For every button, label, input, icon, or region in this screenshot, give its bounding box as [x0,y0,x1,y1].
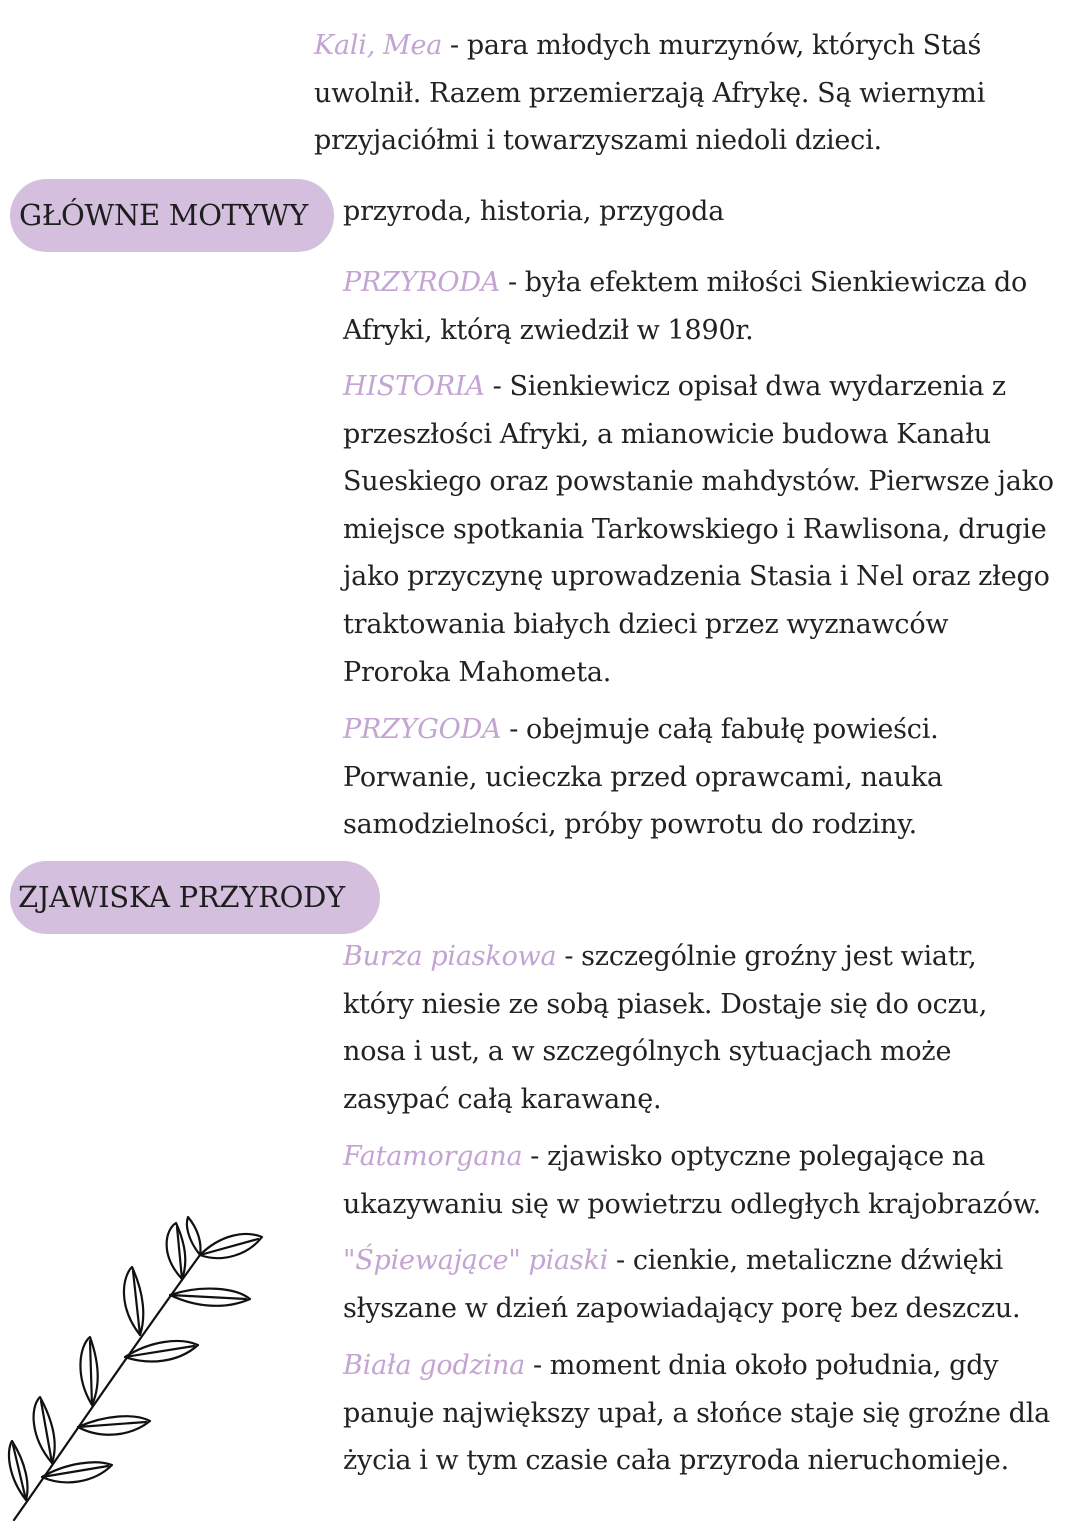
leaf-branch-icon [0,1215,270,1528]
section-label-motifs-text: GŁÓWNE MOTYWY [19,198,308,232]
term-fatamorgana: Fatamorgana [343,1141,523,1172]
motifs-summary-text: przyroda, historia, przygoda [343,196,725,227]
term-historia: HISTORIA [343,371,485,402]
paragraph-kali-mea [314,22,1014,165]
motifs-summary [343,188,1043,236]
text-historia: - Sienkiewicz opisał dwa wydarzenia z przeszłości Afryki, a mianowicie budowa Kanału Sueskiego oraz powstanie mahdystów. Pierwsze jako miejsce spotkania Tarkowskiego i Rawlisona, drugie jako przyczynę uprowadzenia Stasia i Nel oraz złego traktowania białych dzieci przez wyznawców Proroka Mahometa. [343,371,1054,688]
paragraph-przyroda [343,259,1068,354]
paragraph-biala-godzina [343,1342,1080,1485]
text-fatamorgana: - zjawisko optyczne polegające na ukazywaniu się w powietrzu odległych krajobrazów. [343,1141,1041,1220]
paragraph-fatamorgana [343,1133,1068,1228]
paragraph-historia [343,363,1061,696]
section-label-motifs [10,179,334,252]
term-przygoda: PRZYGODA [343,714,502,745]
term-kali-mea: Kali, Mea [314,30,443,61]
paragraph-przygoda [343,706,1003,849]
term-przyroda: PRZYRODA [343,267,501,298]
paragraph-spiewajace-piaski [343,1237,1068,1332]
text-przyroda: - była efektem miłości Sienkiewicza do Afryki, którą zwiedził w 1890r. [343,267,1028,346]
term-spiewajace-piaski: "Śpiewające" piaski [343,1245,609,1276]
section-label-phenomena-text: ZJAWISKA PRZYRODY [18,880,345,914]
text-biala-godzina: - moment dnia około południa, gdy panuje największy upał, a słońce staje się groźne dla życia i w tym czasie cała przyroda nieruchomieje. [343,1350,1051,1477]
section-label-phenomena [10,861,380,934]
paragraph-burza-piaskowa [343,933,1055,1123]
text-kali-mea: - para młodych murzynów, których Staś uwolnił. Razem przemierzają Afrykę. Są wiernymi przyjaciółmi i towarzyszami niedoli dzieci. [314,30,986,157]
text-przygoda: - obejmuje całą fabułę powieści. Porwanie, ucieczka przed oprawcami, nauka samodzielności, próby powrotu do rodziny. [343,714,943,841]
text-burza-piaskowa: - szczególnie groźny jest wiatr, który niesie ze sobą piasek. Dostaje się do oczu, nosa i ust, a w szczególnych sytuacjach może zasypać całą karawanę. [343,941,988,1115]
text-spiewajace-piaski: - cienkie, metaliczne dźwięki słyszane w dzień zapowiadający porę bez deszczu. [343,1245,1021,1324]
term-biala-godzina: Biała godzina [343,1350,526,1381]
term-burza-piaskowa: Burza piaskowa [343,941,557,972]
